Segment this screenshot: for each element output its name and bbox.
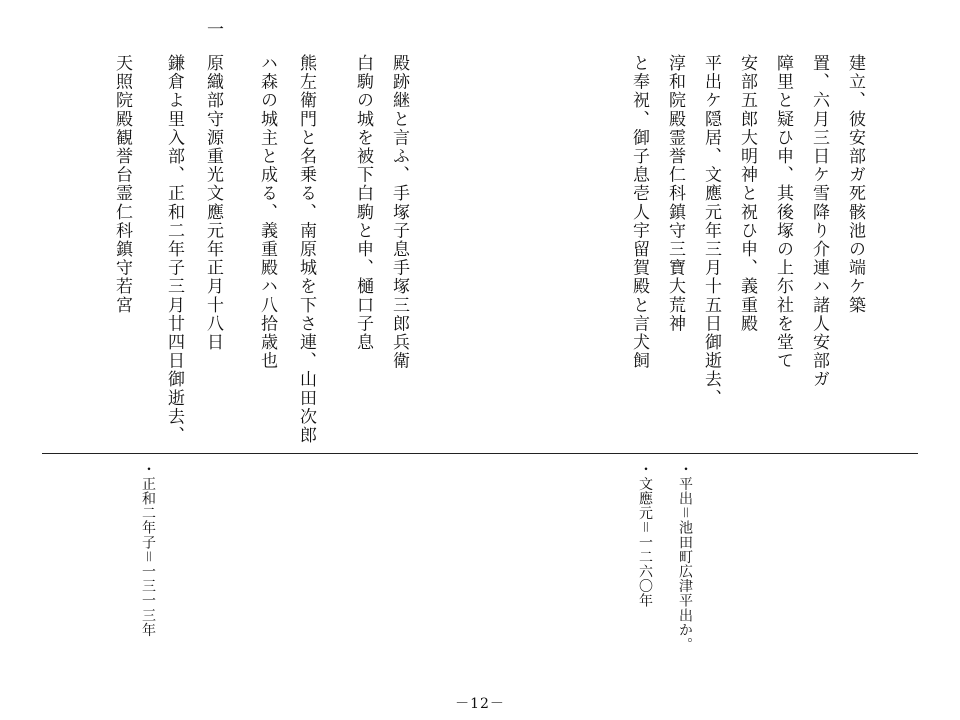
- text-column-13: 鎌倉よ里入部、正和二年子三月廿四日御逝去、: [164, 54, 184, 445]
- text-column-10: 熊左衛門と名乗る、南原城を下さ連、山田次郎: [296, 54, 316, 445]
- text-column-14: 天照院殿観誉台霊仁科鎮守若宮: [112, 54, 132, 315]
- text-column-9: 白駒の城を被下白駒と申、樋口子息: [353, 54, 373, 352]
- text-column-6: 淳和院殿霊誉仁科鎮守三寶大荒神: [665, 54, 685, 333]
- footnote-1: ・平出＝池田町広津平出か。: [677, 462, 693, 652]
- text-column-8: 殿跡継と言ふ、手塚子息手塚三郎兵衛: [389, 54, 409, 371]
- text-column-4: 安部五郎大明神と祝ひ申、義重殿: [737, 54, 757, 333]
- text-column-5: 平出ケ隠居、文應元年三月十五日御逝去、: [701, 54, 721, 408]
- text-column-12: 原織部守源重光文應元年正月十八日: [203, 54, 223, 352]
- page-number: －12－: [455, 696, 505, 712]
- item-marker: 一: [203, 20, 223, 39]
- text-column-2: 置、六月三日ケ雪降り介連ハ諸人安部ガ: [809, 54, 829, 389]
- footnote-2: ・文應元＝一二六〇年: [637, 462, 653, 608]
- text-column-11: ハ森の城主と成る、義重殿ハ八拾歳也: [257, 54, 277, 371]
- text-column-7: と奉祝、御子息壱人宇留賀殿と言犬飼: [629, 54, 649, 371]
- footnote-divider: [42, 453, 918, 454]
- text-column-1: 建立、彼安部ガ死骸池の端ケ築: [845, 54, 865, 315]
- text-column-3: 障里と疑ひ申、其後塚の上尓社を堂て: [773, 54, 793, 371]
- footnote-3: ・正和二年子＝一三一三年: [140, 462, 156, 638]
